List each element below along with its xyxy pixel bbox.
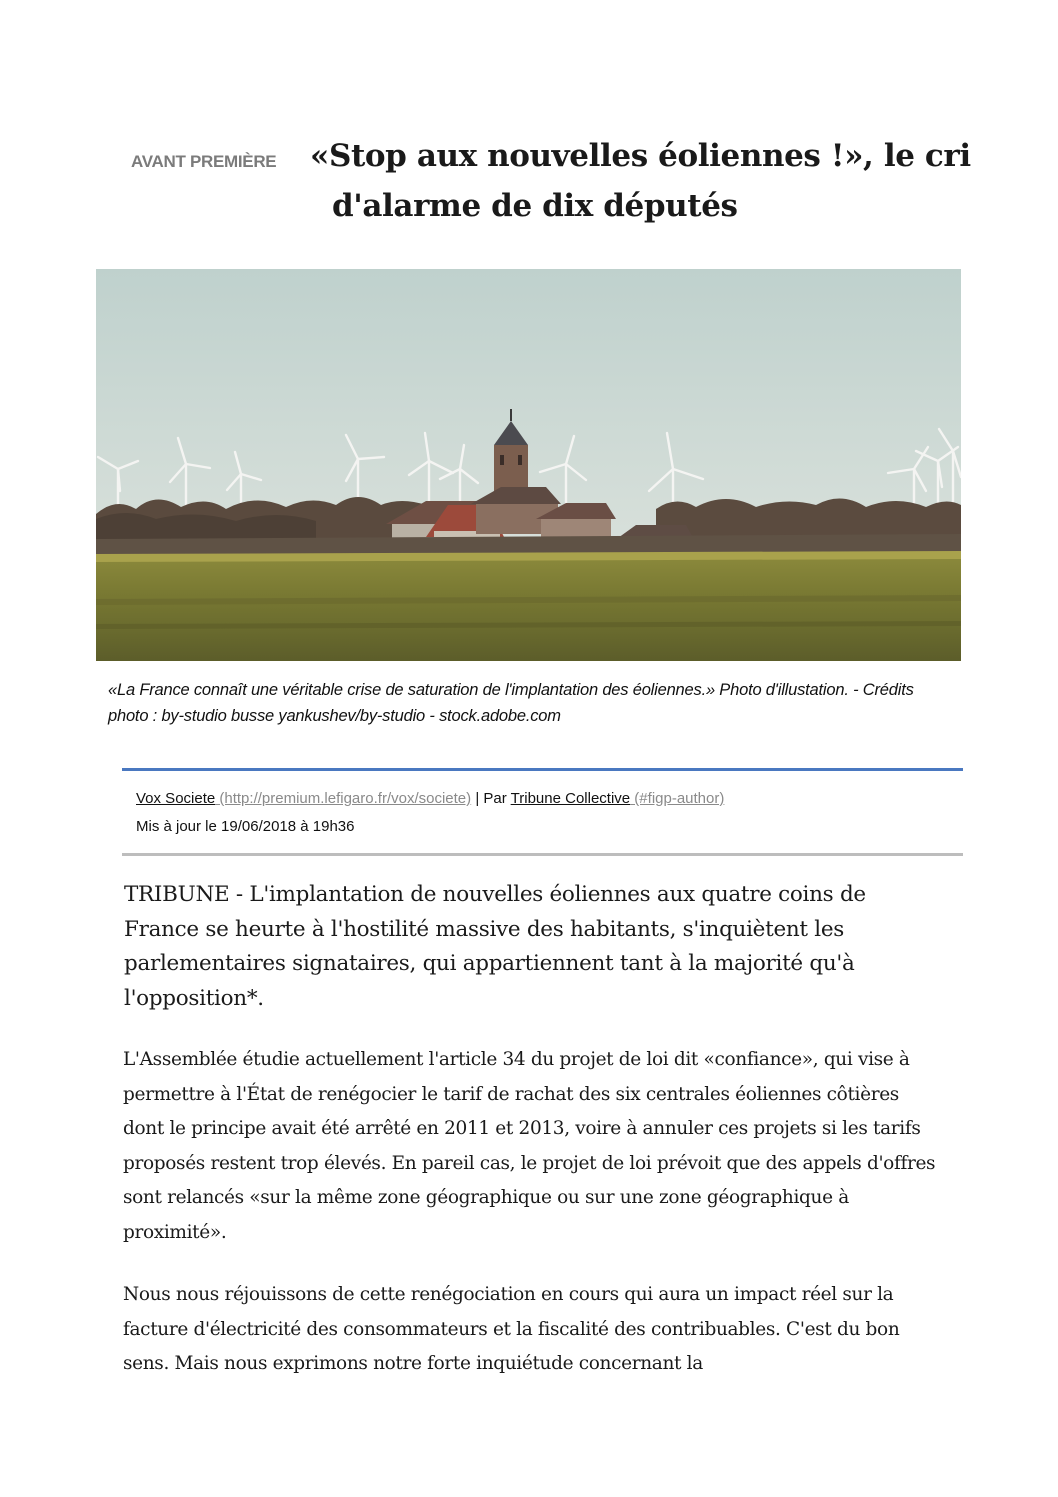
kicker-label: AVANT PREMIÈRE xyxy=(131,152,277,171)
article-paragraph: Nous nous réjouissons de cette renégociation en cours qui aura un impact réel sur la facture d'électricité des consommateurs et la fiscalité des contribuables. C'est du bon sens. Mais nous exprimons notre forte inquiétude concernant la xyxy=(123,1284,900,1374)
article-lead: TRIBUNE - L'implantation de nouvelles éoliennes aux quatre coins de France se heurte à l'hostilité massive des habitants, s'inquiètent les parlementaires signataires, qui appartiennent tant à la majorité qu'à l'opposition*. xyxy=(124,882,866,1011)
author-anchor-link[interactable]: (#figp-author) xyxy=(630,790,725,807)
section-link[interactable]: Vox Societe xyxy=(136,790,216,807)
article-paragraph: L'Assemblée étudie actuellement l'article 34 du projet de loi dit «confiance», qui vise à permettre à l'État de renégocier le tarif de rachat des six centrales éoliennes côtières dont le principe avait été arrêté en 2011 et 2013, voire à annuler ces projets si les tarifs proposés restent trop élevés. En pareil cas, le projet de loi prévoit que des appels d'offres sont relancés «sur la même zone géographique ou sur une zone géographique à proximité». xyxy=(123,1049,936,1243)
article-photo xyxy=(96,269,961,661)
updated-timestamp: Mis à jour le 19/06/2018 à 19h36 xyxy=(136,818,355,835)
byline xyxy=(136,790,724,807)
section-url-link[interactable]: (http://premium.lefigaro.fr/vox/societe) xyxy=(215,790,472,807)
article-meta-box xyxy=(122,768,963,856)
byline-separator: | Par xyxy=(471,790,511,807)
article-title-line-1: «Stop aux nouvelles éoliennes !», le cri xyxy=(310,138,971,174)
wind-turbine-landscape-image xyxy=(96,269,961,661)
author-link[interactable]: Tribune Collective xyxy=(510,790,631,807)
photo-caption: «La France connaît une véritable crise de saturation de l'implantation des éoliennes.» Photo d'illustation. - Crédits photo : by-studio busse yankushev/by-studio - stock.adobe.com xyxy=(108,681,914,725)
article-title-line-2: d'alarme de dix députés xyxy=(332,188,738,224)
